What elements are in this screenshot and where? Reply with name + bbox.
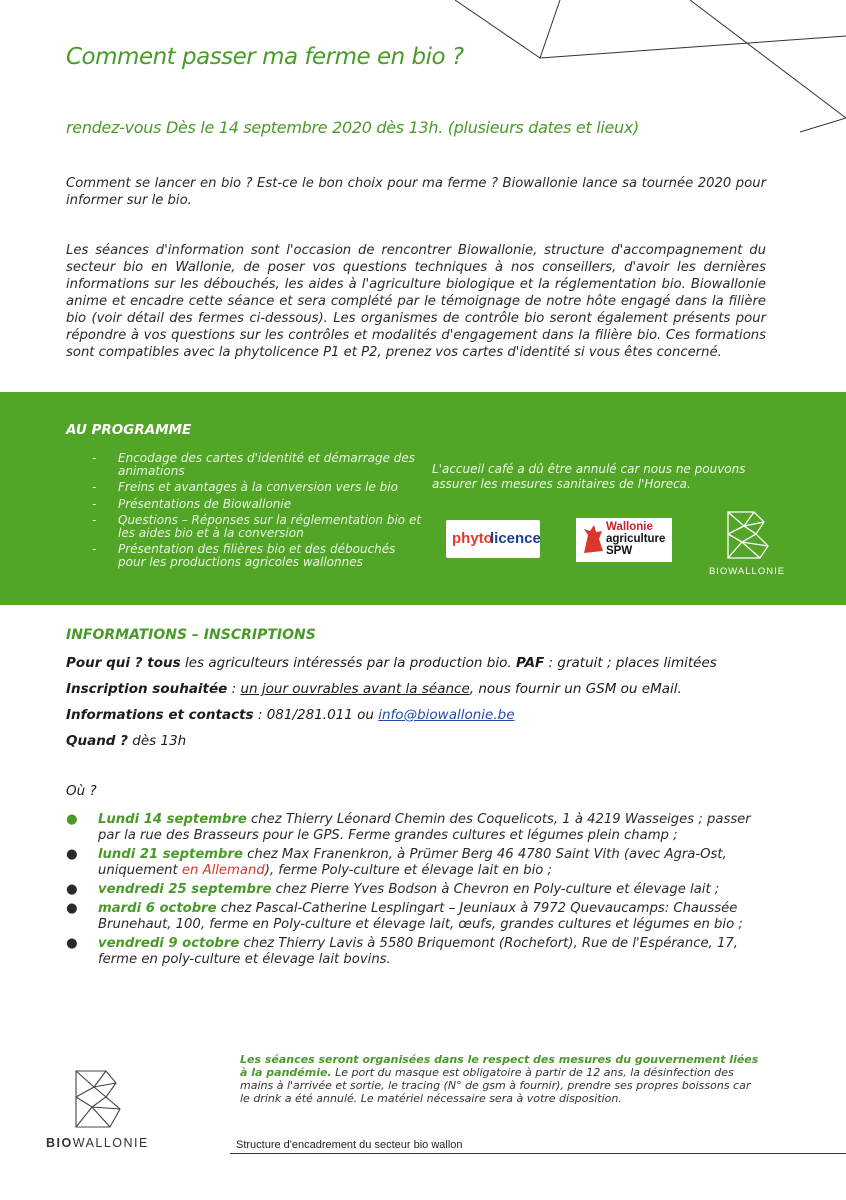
list-item: ● vendredi 9 octobre chez Thierry Lavis à 5580 Briquemont (Rochefort), Rue de l'Espérance, 17, ferme en poly-culture et élevage lait bovins.	[66, 936, 738, 967]
programme-item: - Présentation des filières bio et des débouchés pour les productions agricoles wallonnes	[92, 542, 396, 570]
intro-paragraph-2: Les séances d'information sont l'occasion de rencontrer Biowallonie, structure d'accompagnement du secteur bio en Wallonie, de poser vos questions techniques à nos conseillers, d'avoir les dernières informations sur les débouchés, les aides à l'agriculture biologique et la réglementation bio. Biowallonie anime et encadre cette séance et sera complété par le témoignage de notre hôte engagé dans la filière bio (voir détail des fermes ci-dessous). Les organismes de contrôle bio seront également présents pour répondre à vos questions sur les contrôles et modalités d'engagement dans la filière bio. Ces formations sont compatibles avec la phytolicence P1 et P2, prenez vos cartes d'identité si vous êtes concerné.	[66, 243, 766, 360]
info-who: Pour qui ? tous les agriculteurs intéressés par la production bio. PAF : gratuit ; places limitées	[66, 655, 717, 671]
programme-item: - Freins et avantages à la conversion vers le bio	[92, 480, 398, 495]
intro-paragraph-1: Comment se lancer en bio ? Est-ce le bon choix pour ma ferme ? Biowallonie lance sa tournée 2020 pour informer sur le bio.	[66, 176, 766, 208]
programme-item: - Encodage des cartes d'identité et démarrage des animations	[92, 451, 416, 479]
page-subtitle: rendez-vous Dès le 14 septembre 2020 dès 13h. (plusieurs dates et lieux)	[66, 118, 640, 137]
programme-item: - Questions – Réponses sur la réglementation bio et les aides bio et à la conversion	[92, 512, 422, 541]
programme-list	[92, 452, 422, 573]
phytolicence-logo: phyto licence	[446, 520, 540, 558]
rooster-icon	[580, 523, 606, 557]
footer-structure: Structure d'encadrement du secteur bio wallon	[236, 1139, 463, 1151]
info-inscription: Inscription souhaitée : un jour ouvrables avant la séance, nous fournir un GSM ou eMail.	[66, 681, 682, 697]
programme-item: - Présentations de Biowallonie	[92, 496, 292, 511]
sanitary-note: Les séances seront organisées dans le respect des mesures du gouvernement liées à la pandémie. Le port du masque est obligatoire à partir de 12 ans, la désinfection des mains à l'arrivée et sortie, le tracing (N° de gsm à fournir), prendre ses propres boissons car le drink a été annulé. Le matériel nécessaire sera à votre disposition.	[240, 1053, 759, 1105]
page-title: Comment passer ma ferme en bio ?	[66, 44, 464, 70]
cafe-note: L'accueil café a dû être annulé car nous ne pouvons assurer les mesures sanitaires de l'Horeca.	[432, 462, 746, 491]
list-item: ● lundi 21 septembre chez Max Franenkron, à Prümer Berg 46 4780 Saint Vith (avec Agra-Ost, uniquement en Allemand), ferme Poly-culture et élevage lait en bio ;	[66, 847, 727, 878]
biowallonie-b-icon	[60, 1065, 150, 1135]
list-item: ● Lundi 14 septembre chez Thierry Léonard Chemin des Coquelicots, 1 à 4219 Wasseiges ; passer par la rue des Brasseurs pour le GPS. Ferme grandes cultures et légumes plein champ ;	[66, 812, 751, 843]
info-contact: Informations et contacts : 081/281.011 ou info@biowallonie.be	[66, 707, 515, 723]
list-item: ● mardi 6 octobre chez Pascal-Catherine Lesplingart – Jeuniaux à 7972 Quevaucamps: Chaussée Brunehaut, 100, ferme en Poly-culture et élevage lait, œufs, grandes cultures et légumes en bio ;	[66, 901, 743, 932]
where-label: Où ?	[66, 783, 97, 799]
wallonie-agriculture-spw-logo: Wallonie agriculture SPW	[576, 518, 672, 562]
biowallonie-logo-white: BIOWALLONIE	[712, 508, 782, 580]
info-when: Quand ? dès 13h	[66, 733, 187, 749]
list-item: ● vendredi 25 septembre chez Pierre Yves Bodson à Chevron en Poly-culture et élevage lait ;	[66, 882, 720, 897]
biowallonie-wordmark: BIOWALLONIE	[46, 1136, 149, 1150]
footer-divider	[230, 1153, 846, 1154]
location-list	[66, 812, 766, 971]
email-link[interactable]: info@biowallonie.be	[378, 707, 515, 723]
biowallonie-b-icon	[712, 508, 782, 562]
info-title: INFORMATIONS – INSCRIPTIONS	[66, 627, 316, 643]
programme-title: AU PROGRAMME	[66, 422, 192, 438]
